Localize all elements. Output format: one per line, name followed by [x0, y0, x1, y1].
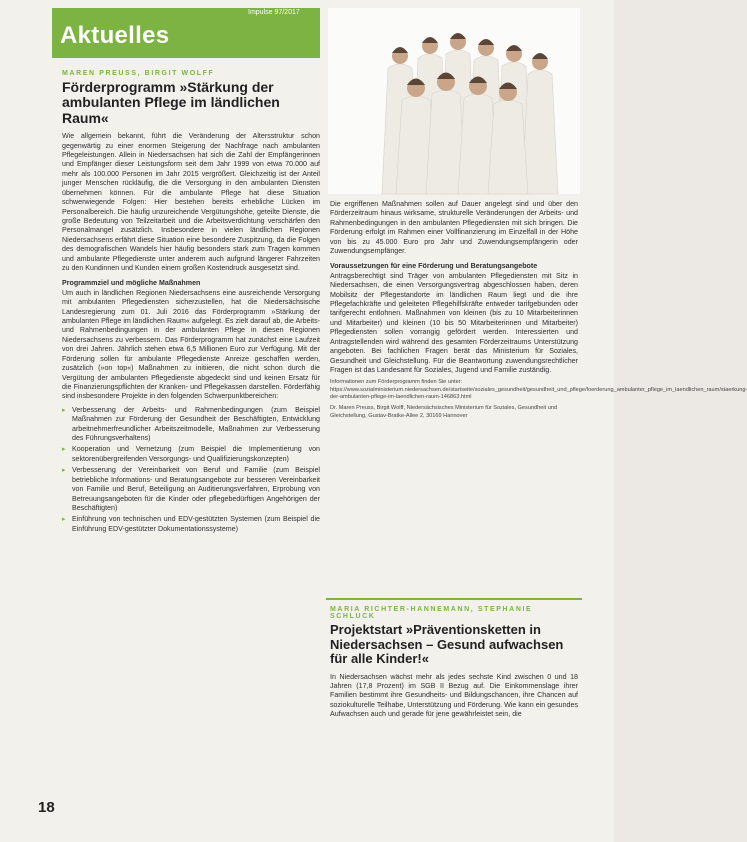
- article1-body1: Um auch in ländlichen Regionen Niedersachsens eine ausreichende Versorgung mit ambulanten Pflegediensten sicherzustellen, hat die Niedersächsische Landesregierung zum 01. Juli 2016 das Förderprogramm »Stärkung der ambulanten Pflege im ländlichen Raum« aufgelegt. Es zielt darauf ab, die Arbeits- und Rahmenbedingungen in der ambulanten Pflege in diesen Regionen Niedersachsens zu verbessern. Das Förderprogramm hat zunächst eine Laufzeit von drei Jahren. Jährlich stehen etwa 6,5 Millionen Euro zur Verfügung. Mit der Förderung sollen für ambulante Pflegedienste Anreize geschaffen werden, zusätzlich (»on top«) Maßnahmen zu initiieren, die nicht schon durch die Vergütung der ambulanten Pflegedienste abgedeckt sind und keinen Ersatz für die Finanzierungspflichten der Kranken- und Pflegekassen darstellen. Förderfähig sind insbesondere Projekte in den folgenden Schwerpunktbereichen:: [62, 288, 320, 401]
- article1-left-column: [62, 70, 320, 536]
- article1-subhead-goals: Programmziel und mögliche Maßnahmen: [62, 278, 201, 287]
- page-number: 18: [38, 799, 55, 816]
- article2-title: Projektstart »Präventionsketten in Niedersachsen – Gesund aufwachsen für alle Kinder!«: [330, 622, 564, 667]
- article2-body: In Niedersachsen wächst mehr als jedes sechste Kind zwischen 0 und 18 Jahren (17,8 Prozent) im SGB II Bezug auf. Die Einkommenslage ihrer Familien bestimmt ihre Gesundheits- und Bildungschancen, ihre Chancen auf soziokulturelle Teilhabe, Unterstützung und Förderung. Wie kann ein gesundes Aufwachsen auch und gerade für jene gewährleistet sein, die: [330, 672, 578, 719]
- article1-intro: Wie allgemein bekannt, führt die Veränderung der Altersstruktur schon gegenwärtig zu einer enormen Steigerung der Nachfrage nach ambulanten Pflegeleistungen. Allein in Niedersachsen hat sich die Zahl der Empfängerinnen und Empfänger dieser Leistungsform seit dem Jahr 1999 von etwa 70.000 auf mehr als 100.000 Personen im Jahr 2015 vergrößert. Gleichzeitig ist der Anteil junger Menschen rückläufig, die die Versorgung in den ambulanten Diensten übernehmen können. Für die ambulante Pflege hat diese Situation schwerwiegende Folgen: Hier bestehen bereits erhebliche Lücken im Personalbereich. Die häufig unzureichende Vergütungshöhe, geteilte Dienste, die große Bedeutung von Teilzeitarbeit und die Arbeitsverdichtung verschärfen den Personalmangel zusätzlich. Insbesondere in vielen ländlichen Regionen Niedersachsens erfährt diese Situation eine besondere Zuspitzung, da die Folgen des demografischen Wandels hier häufig besonders stark zum Tragen kommen und ambulante Pflegedienste unter anderem auch aufgrund längerer Fahrzeiten zu den Kundinnen und Kunden einem großen Kostendruck ausgesetzt sind.: [62, 132, 320, 273]
- article1-authors: MAREN PREUSS, BIRGIT WOLFF: [62, 70, 215, 77]
- issue-tag: Impulse 97/2017: [248, 9, 300, 16]
- article1-bullet-list: [62, 406, 320, 534]
- list-item: ▸ Verbesserung der Vereinbarkeit von Beruf und Familie (zum Beispiel betriebliche Informations- und Beratungsangebote zur besseren Vereinbarkeit von Familie und Beruf, Beteiligung an Auditierungsverfahren, Erprobung von Betreuungsangeboten für die Kinder oder pflegebedürftigen Angehörigen der Beschäftigten): [62, 466, 320, 513]
- article1-subhead-requirements: Voraussetzungen für eine Förderung und Beratungsangebote: [330, 261, 538, 270]
- list-item: ▸ Verbesserung der Arbeits- und Rahmenbedingungen (zum Beispiel Maßnahmen zur Förderung der Gesundheit der Beschäftigten, Entwicklung arbeitnehmerfreundlicher Arbeitszeitmodelle, Maßnahmen zur Verbesserung des Führungsverhaltens): [62, 406, 320, 444]
- article1-body3: Antragsberechtigt sind Träger von ambulanten Pflegediensten mit Sitz in Niedersachsen, die einen Versorgungsvertrag abgeschlossen haben, deren Mobilsitz der Pflegestandorte im ländlichen Raum liegt und die ihre Pflegefachkräfte und geleiteten Pflegehilfskräfte entweder tarifgebunden oder tarifgerecht entlohnen. Maßnahmen von kleinen (bis zu 10 Mitarbeiterinnen und Mitarbeiter) und kleinen (10 bis 50 Mitarbeiterinnen und Mitarbeiter) Pflegediensten sollen vorrangig gefördert werden. Interessierten und Antragstellenden wird während des gesamten Förderzeitraums Unterstützung angeboten. Bei fachlichen Fragen berät das Ministerium für Soziales, Gesundheit und Gleichstellung. Für die Beantwortung zuwendungsrechtlicher Fragen ist das Landesamt für Soziales, Jugend und Familie zuständig.: [330, 271, 578, 374]
- article1-author-contact: Dr. Maren Preuss, Birgit Wolff, Niedersächsisches Ministerium für Soziales, Gesundheit und Gleichstellung, Gustav-Bratke-Allee 2, 30169 Hannover: [330, 405, 558, 419]
- article-divider: [326, 598, 582, 600]
- article1-right-column: [330, 200, 747, 426]
- article1-title: Förderprogramm »Stärkung der ambulanten Pflege im ländlichen Raum«: [62, 79, 280, 126]
- list-item: ▸ Kooperation und Vernetzung (zum Beispiel die Implementierung von sektorenübergreifenden Versorgungs- und Qualifizierungskonzepten): [62, 445, 320, 464]
- care-staff-group-photo: [328, 8, 580, 194]
- article1-reference-link: Informationen zum Förderprogramm finden Sie unter: https://www.sozialministerium.niedersachsen.de/startseite/soziales_gesundheit/gesundheit_und_pflege/foerderung_ambulanter_pflege_im_laendlichen_raum/staerkung-der-ambulanten-pflege-im-laendlichen-raum-146863.html: [330, 379, 747, 401]
- section-title: Aktuelles: [60, 22, 170, 49]
- article2-authors: MARIA RICHTER-HANNEMANN, STEPHANIE SCHLUCK: [330, 606, 533, 620]
- article1-body2: Die ergriffenen Maßnahmen sollen auf Dauer angelegt sind und über den Förderzeitraum hinaus wirksame, strukturelle Veränderungen der Arbeits- und Rahmenbedingungen in den ambulanten Pflegediensten mit sich bringen. Die Förderung erfolgt im Rahmen einer Vollfinanzierung im Einzelfall in der Höhe von bis zu 45.000 Euro pro Jahr und Zuwendungsempfängerin oder Zuwendungsempfänger.: [330, 200, 578, 256]
- list-item: ▸ Einführung von technischen und EDV-gestützten Systemen (zum Beispiel die Einführung EDV-gestützter Dokumentationssysteme): [62, 515, 320, 534]
- article2: [330, 606, 578, 724]
- photo-illustration: [328, 8, 580, 194]
